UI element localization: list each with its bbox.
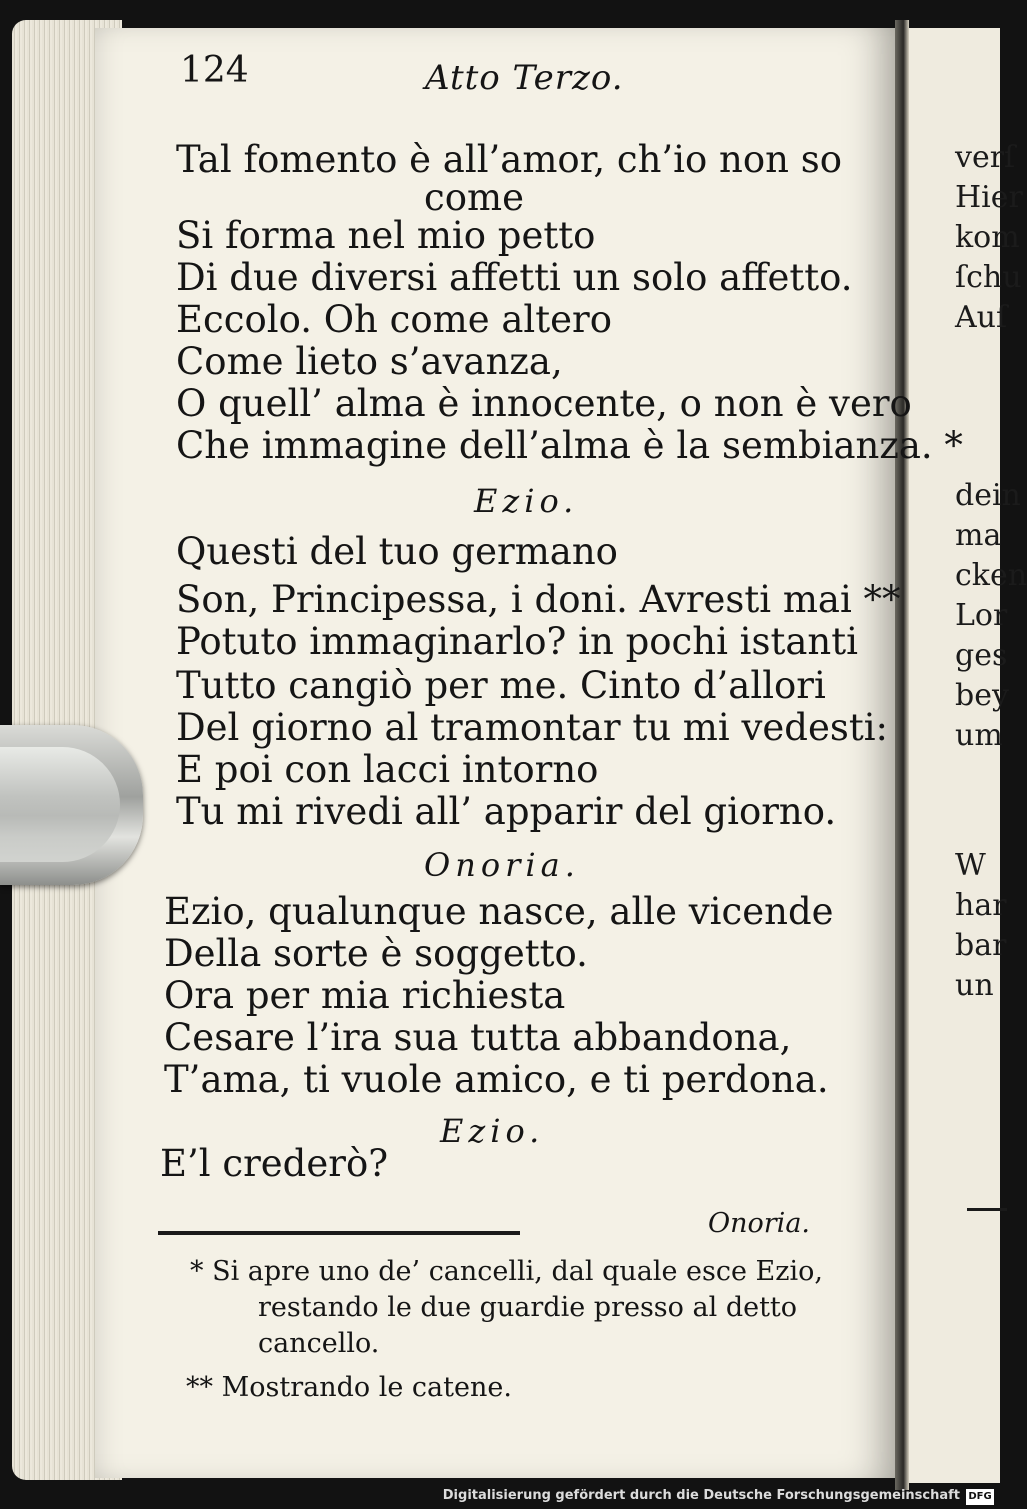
- facing-text: kom: [955, 220, 1020, 255]
- verse-line: E poi con lacci intorno: [176, 748, 599, 791]
- verse-line: Cesare l’ira sua tutta abbandona,: [164, 1016, 792, 1059]
- facing-text: Hier: [955, 180, 1023, 215]
- facing-text: um: [955, 718, 1003, 753]
- verse-line: Del giorno al tramontar tu mi vedesti:: [176, 706, 889, 749]
- verse-line: E’l crederò?: [160, 1142, 389, 1185]
- catchword: Onoria.: [708, 1208, 811, 1239]
- facing-text: Lor: [955, 598, 1008, 633]
- facing-rule: [967, 1208, 1007, 1211]
- verse-line: Ezio, qualunque nasce, alle vicende: [164, 890, 834, 933]
- verse-line: Potuto immaginarlo? in pochi istanti: [176, 620, 858, 663]
- facing-text: Auſ: [955, 300, 1008, 335]
- facing-text: un: [955, 968, 994, 1003]
- facing-text: bar: [955, 928, 1007, 963]
- footnote-line: * Si apre uno de’ cancelli, dal quale esce Ezio,: [190, 1256, 823, 1287]
- facing-text: verſ: [955, 140, 1016, 175]
- facing-text: ges: [955, 638, 1008, 673]
- facing-text: ſchu: [955, 260, 1022, 295]
- verse-line: Che immagine dell’alma è la sembianza. *: [176, 424, 963, 467]
- book-gutter: [895, 20, 909, 1490]
- verse-line: come: [424, 176, 524, 219]
- verse-line: Tu mi rivedi all’ apparir del giorno.: [176, 790, 837, 833]
- footnote-line: restando le due guardie presso al detto: [258, 1292, 798, 1323]
- facing-text: cken: [955, 558, 1027, 593]
- speaker-heading: Ezio.: [440, 1112, 545, 1150]
- facing-text: har: [955, 888, 1007, 923]
- verse-line: Questi del tuo germano: [176, 530, 618, 573]
- footnote-rule: [158, 1231, 520, 1235]
- facing-text: ma: [955, 518, 1002, 553]
- verse-line: Ora per mia richiesta: [164, 974, 566, 1017]
- verse-line: Come lieto s’avanza,: [176, 340, 563, 383]
- verse-line: Tal fomento è all’amor, ch’io non so: [176, 138, 842, 181]
- footnote-line: cancello.: [258, 1328, 380, 1359]
- dfg-logo: DFG: [966, 1489, 994, 1505]
- verse-line: Della sorte è soggetto.: [164, 932, 588, 975]
- facing-text: bey: [955, 678, 1009, 713]
- verse-line: T’ama, ti vuole amico, e ti perdona.: [164, 1058, 829, 1101]
- verse-line: Si forma nel mio petto: [176, 214, 596, 257]
- page-clip-highlight: [0, 747, 120, 862]
- footnote-line: ** Mostrando le catene.: [186, 1372, 512, 1403]
- verse-line: Di due diversi affetti un solo affetto.: [176, 256, 853, 299]
- verse-line: Tutto cangiò per me. Cinto d’allori: [176, 664, 826, 707]
- digitization-credit: Digitalisierung gefördert durch die Deutsche Forschungsgemeinschaft: [442, 1488, 960, 1503]
- page-clip: [0, 725, 143, 885]
- verse-line: O quell’ alma è innocente, o non è vero: [176, 382, 912, 425]
- facing-text: W: [955, 848, 986, 883]
- running-title: Atto Terzo.: [425, 58, 624, 98]
- facing-page: [909, 28, 1027, 1483]
- verse-line: Son, Principessa, i doni. Avresti mai **: [176, 578, 901, 621]
- verse-line: Eccolo. Oh come altero: [176, 298, 612, 341]
- speaker-heading: Ezio.: [474, 482, 579, 520]
- facing-text: dein: [955, 478, 1021, 513]
- page-number: 124: [180, 50, 249, 91]
- speaker-heading: Onoria.: [424, 846, 580, 884]
